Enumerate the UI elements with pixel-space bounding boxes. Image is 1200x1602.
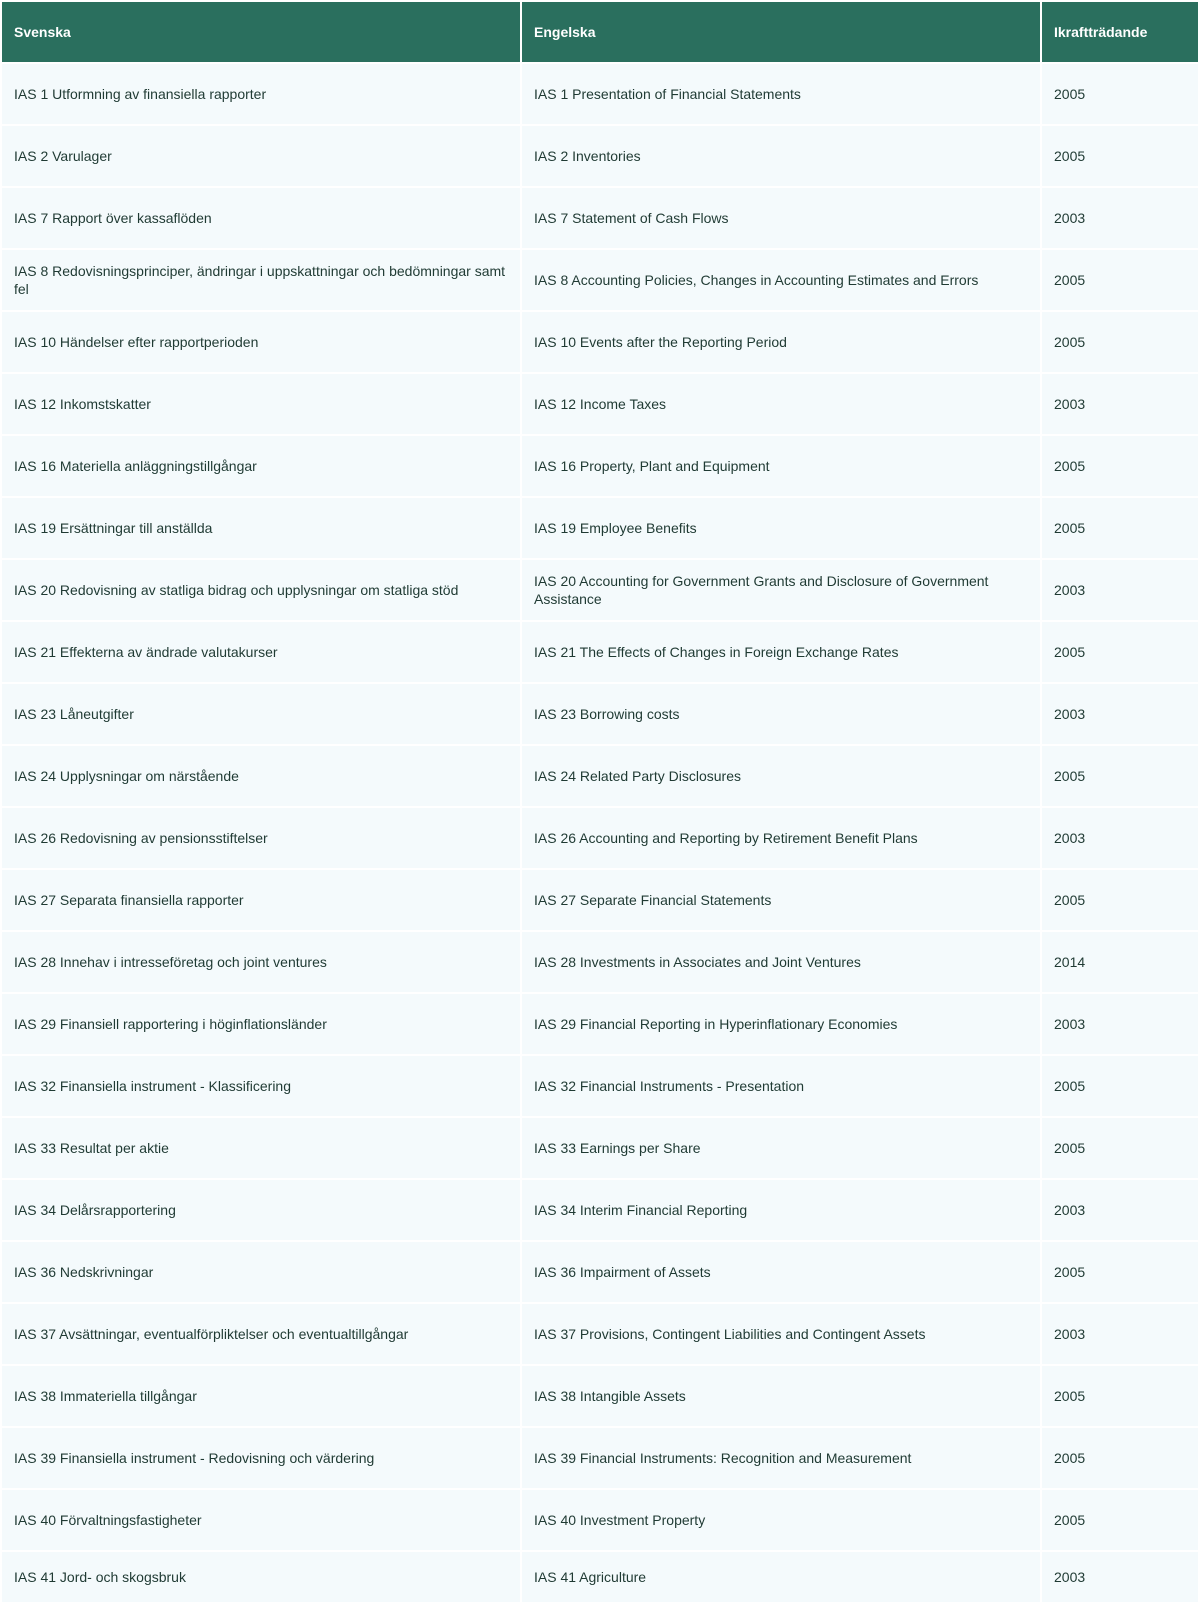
cell-svenska: IAS 1 Utformning av finansiella rapporter [2,64,522,124]
cell-svenska: IAS 19 Ersättningar till anställda [2,498,522,558]
table-row [2,992,1198,1054]
cell-svenska: IAS 29 Finansiell rapportering i höginflationsländer [2,994,522,1054]
table-row [2,682,1198,744]
table-row [2,930,1198,992]
cell-ikrafttradande: 2005 [1054,1450,1086,1466]
cell-ikrafttradande: 2003 [1054,396,1086,412]
cell-svenska: IAS 16 Materiella anläggningstillgångar [2,436,522,496]
cell-engelska: IAS 36 Impairment of Assets [522,1242,1042,1302]
cell-ikrafttradande: 2005 [1054,892,1086,908]
table-row [2,1426,1198,1488]
cell-ikrafttradande: 2005 [1054,1140,1086,1156]
cell-engelska: IAS 41 Agriculture [522,1552,1042,1602]
cell-svenska: IAS 40 Förvaltningsfastigheter [2,1490,522,1550]
cell-svenska: IAS 27 Separata finansiella rapporter [2,870,522,930]
cell-svenska: IAS 7 Rapport över kassaflöden [2,188,522,248]
cell-engelska: IAS 34 Interim Financial Reporting [522,1180,1042,1240]
cell-engelska: IAS 7 Statement of Cash Flows [522,188,1042,248]
table-row [2,496,1198,558]
cell-ikrafttradande: 2003 [1054,582,1086,598]
header-ikrafttradande[interactable]: Ikraftträdande [1054,24,1148,40]
table-row [2,1116,1198,1178]
cell-engelska: IAS 28 Investments in Associates and Joint Ventures [522,932,1042,992]
cell-ikrafttradande: 2003 [1054,210,1086,226]
table-row [2,62,1198,124]
cell-ikrafttradande: 2005 [1054,272,1086,288]
cell-engelska: IAS 27 Separate Financial Statements [522,870,1042,930]
cell-svenska: IAS 8 Redovisningsprinciper, ändringar i uppskattningar och bedömningar samt fel [2,250,522,310]
cell-svenska: IAS 36 Nedskrivningar [2,1242,522,1302]
table-row [2,1240,1198,1302]
cell-engelska: IAS 24 Related Party Disclosures [522,746,1042,806]
cell-ikrafttradande: 2005 [1054,1264,1086,1280]
table-body [2,62,1198,1602]
table-row [2,434,1198,496]
table-row [2,806,1198,868]
cell-svenska: IAS 20 Redovisning av statliga bidrag och upplysningar om statliga stöd [2,560,522,620]
cell-svenska: IAS 23 Låneutgifter [2,684,522,744]
cell-svenska: IAS 28 Innehav i intresseföretag och joint ventures [2,932,522,992]
table-row [2,1488,1198,1550]
cell-engelska: IAS 26 Accounting and Reporting by Retirement Benefit Plans [522,808,1042,868]
cell-engelska: IAS 40 Investment Property [522,1490,1042,1550]
table-row [2,310,1198,372]
table-header [2,2,1198,62]
cell-ikrafttradande: 2005 [1054,644,1086,660]
cell-ikrafttradande: 2003 [1054,1569,1086,1585]
cell-svenska: IAS 34 Delårsrapportering [2,1180,522,1240]
cell-svenska: IAS 32 Finansiella instrument - Klassificering [2,1056,522,1116]
cell-ikrafttradande: 2005 [1054,1512,1086,1528]
cell-ikrafttradande: 2003 [1054,1016,1086,1032]
cell-svenska: IAS 37 Avsättningar, eventualförpliktelser och eventualtillgångar [2,1304,522,1364]
cell-ikrafttradande: 2005 [1054,768,1086,784]
table-row [2,620,1198,682]
cell-svenska: IAS 38 Immateriella tillgångar [2,1366,522,1426]
cell-svenska: IAS 24 Upplysningar om närstående [2,746,522,806]
cell-ikrafttradande: 2005 [1054,86,1086,102]
cell-engelska: IAS 23 Borrowing costs [522,684,1042,744]
cell-ikrafttradande: 2005 [1054,1078,1086,1094]
cell-engelska: IAS 32 Financial Instruments - Presentation [522,1056,1042,1116]
table-row [2,558,1198,620]
table-row [2,248,1198,310]
table-row [2,124,1198,186]
cell-svenska: IAS 41 Jord- och skogsbruk [2,1552,522,1602]
cell-svenska: IAS 10 Händelser efter rapportperioden [2,312,522,372]
cell-ikrafttradande: 2003 [1054,1202,1086,1218]
cell-engelska: IAS 20 Accounting for Government Grants and Disclosure of Government Assistance [522,560,1042,620]
table-row [2,1302,1198,1364]
table-row [2,1364,1198,1426]
cell-engelska: IAS 1 Presentation of Financial Statements [522,64,1042,124]
cell-ikrafttradande: 2014 [1054,954,1086,970]
cell-svenska: IAS 2 Varulager [2,126,522,186]
cell-engelska: IAS 12 Income Taxes [522,374,1042,434]
cell-engelska: IAS 10 Events after the Reporting Period [522,312,1042,372]
standards-table [2,2,1198,1602]
cell-ikrafttradande: 2005 [1054,1388,1086,1404]
cell-engelska: IAS 38 Intangible Assets [522,1366,1042,1426]
cell-engelska: IAS 16 Property, Plant and Equipment [522,436,1042,496]
cell-engelska: IAS 21 The Effects of Changes in Foreign Exchange Rates [522,622,1042,682]
cell-engelska: IAS 29 Financial Reporting in Hyperinflationary Economies [522,994,1042,1054]
cell-ikrafttradande: 2005 [1054,334,1086,350]
cell-ikrafttradande: 2005 [1054,148,1086,164]
cell-engelska: IAS 33 Earnings per Share [522,1118,1042,1178]
table-row [2,1550,1198,1602]
cell-ikrafttradande: 2005 [1054,520,1086,536]
table-row [2,1054,1198,1116]
table-row [2,186,1198,248]
cell-svenska: IAS 12 Inkomstskatter [2,374,522,434]
table-row [2,1178,1198,1240]
cell-ikrafttradande: 2005 [1054,458,1086,474]
cell-ikrafttradande: 2003 [1054,706,1086,722]
cell-engelska: IAS 8 Accounting Policies, Changes in Accounting Estimates and Errors [522,250,1042,310]
cell-ikrafttradande: 2003 [1054,830,1086,846]
table-row [2,868,1198,930]
table-row [2,372,1198,434]
table-row [2,744,1198,806]
cell-svenska: IAS 21 Effekterna av ändrade valutakurser [2,622,522,682]
header-engelska[interactable]: Engelska [522,2,1042,62]
cell-svenska: IAS 39 Finansiella instrument - Redovisning och värdering [2,1428,522,1488]
cell-engelska: IAS 2 Inventories [522,126,1042,186]
cell-svenska: IAS 33 Resultat per aktie [2,1118,522,1178]
cell-engelska: IAS 37 Provisions, Contingent Liabilities and Contingent Assets [522,1304,1042,1364]
cell-engelska: IAS 39 Financial Instruments: Recognition and Measurement [522,1428,1042,1488]
header-svenska[interactable]: Svenska [2,2,522,62]
cell-ikrafttradande: 2003 [1054,1326,1086,1342]
cell-svenska: IAS 26 Redovisning av pensionsstiftelser [2,808,522,868]
cell-engelska: IAS 19 Employee Benefits [522,498,1042,558]
